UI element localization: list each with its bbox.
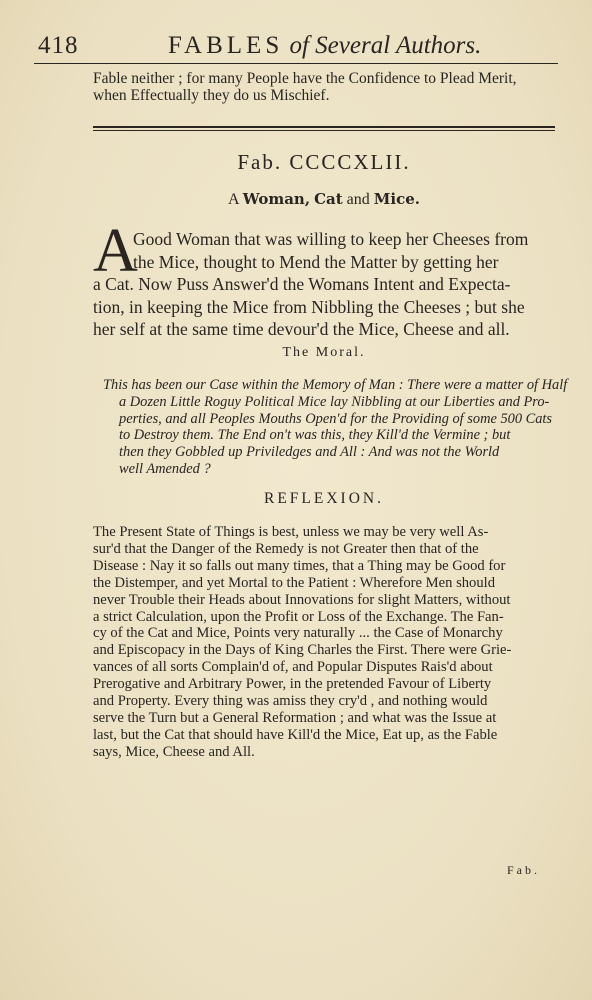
section-rule-thin <box>93 130 555 131</box>
moral-line: This has been our Case within the Memory of Man : There were a matter of Half <box>103 377 568 393</box>
drop-cap: A <box>93 217 138 285</box>
title-word-blackletter: Woman, <box>242 190 311 208</box>
reflexion-line: says, Mice, Cheese and All. <box>93 743 255 760</box>
reflexion-line: Prerogative and Arbitrary Power, in the pretended Favour of Liberty <box>93 676 492 693</box>
running-title-caps: FABLES <box>168 32 284 59</box>
reflexion-line: sur'd that the Danger of the Remedy is not Greater then that of the <box>93 540 479 557</box>
reflexion-line: and Episcopacy in the Days of King Charles the First. There were Grie- <box>93 642 512 659</box>
reflexion-line: and Property. Every thing was amiss they cry'd , and nothing would <box>93 693 488 710</box>
title-word-blackletter: Cat <box>314 190 343 208</box>
fable-title <box>93 190 555 209</box>
reflexion-line: cy of the Cat and Mice, Points very naturally ... the Case of Monarchy <box>93 625 503 642</box>
fable-number: Fab. CCCCXLII. <box>237 150 411 174</box>
moral-line: a Dozen Little Roguy Political Mice lay Nibbling at our Liberties and Pro- <box>119 393 550 410</box>
reflexion-line: serve the Turn but a General Reformation ; and what was the Issue at <box>93 709 497 726</box>
fable-line: tion, in keeping the Mice from Nibbling the Cheeses ; but she <box>93 296 525 317</box>
fable-line: the Mice, thought to Mend the Matter by getting her <box>133 251 499 272</box>
page-number: 418 <box>38 32 79 59</box>
reflexion-line: the Distemper, and yet Mortal to the Patient : Wherefore Men should <box>93 574 495 591</box>
running-title <box>168 32 481 60</box>
reflexion-heading: REFLEXION. <box>264 490 384 507</box>
reflexion-line: vances of all sorts Complain'd of, and Popular Disputes Rais'd about <box>93 659 493 676</box>
running-title-italic: of Several Authors. <box>289 32 482 59</box>
fable-body <box>93 228 555 341</box>
running-header <box>38 30 558 64</box>
reflexion-body <box>93 524 555 761</box>
previous-fable-continuation <box>93 70 555 104</box>
moral-line: to Destroy them. The End on't was this, they Kill'd the Vermine ; but <box>119 427 511 444</box>
reflexion-line: never Trouble their Heads about Innovations for slight Matters, without <box>93 591 511 608</box>
prev-line: when Effectually they do us Mischief. <box>93 87 330 104</box>
moral-line: well Amended ? <box>119 460 211 477</box>
reflexion-line: Disease : Nay it so falls out many times, that a Thing may be Good for <box>93 557 506 574</box>
fable-line: Good Woman that was willing to keep her Cheeses from <box>133 229 529 249</box>
moral-line: then they Gobbled up Priviledges and All : And was not the World <box>119 444 500 461</box>
fable-line: her self at the same time devour'd the Mice, Cheese and all. <box>93 319 510 340</box>
fable-line: a Cat. Now Puss Answer'd the Womans Intent and Expecta- <box>93 274 511 295</box>
moral-line: perties, and all Peoples Mouths Open'd for the Providing of some 500 Cats <box>119 410 553 427</box>
title-word: and <box>346 191 370 208</box>
title-word: A <box>228 191 239 208</box>
moral-heading: The Moral. <box>282 345 366 360</box>
prev-line: Fable neither ; for many People have the Confidence to Plead Merit, <box>93 70 517 87</box>
moral-body <box>103 377 568 478</box>
reflexion-line: a strict Calculation, upon the Profit or Loss of the Exchange. The Fan- <box>93 608 504 625</box>
catchword: Fab. <box>507 863 540 877</box>
title-word-blackletter: Mice. <box>373 190 420 208</box>
reflexion-line: The Present State of Things is best, unless we may be very well As- <box>93 524 489 540</box>
header-rule <box>34 63 558 64</box>
section-rule <box>93 126 555 128</box>
reflexion-line: last, but the Cat that should have Kill'd the Mice, Eat up, as the Fable <box>93 726 498 743</box>
